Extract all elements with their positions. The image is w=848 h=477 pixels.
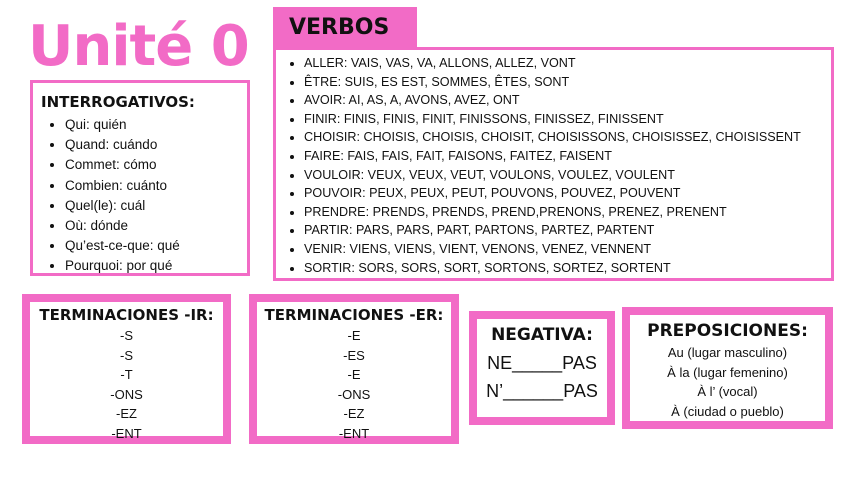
list-item: • Qui: quién <box>65 115 241 135</box>
list-item: -ONS <box>337 386 371 402</box>
list-item: -ES <box>343 347 365 363</box>
verbos-heading: VERBOS <box>273 7 417 49</box>
list-item: • POUVOIR: PEUX, PEUX, PEUT, POUVONS, POUVEZ, POUVENT <box>304 184 825 203</box>
list-item: • VENIR: VIENS, VIENS, VIENT, VENONS, VENEZ, VENNENT <box>304 240 825 259</box>
page-title: Unité 0 <box>28 14 249 79</box>
list-item: • Commet: cómo <box>65 155 241 175</box>
negativa-box <box>469 311 615 425</box>
list-item: -ENT <box>338 425 370 441</box>
list-item: NE_____PAS <box>487 353 597 373</box>
list-item: -EZ <box>116 406 137 421</box>
list-item: Au (lugar masculino) <box>667 345 788 360</box>
list-item: -E <box>347 328 361 343</box>
list-item: -T <box>120 367 133 382</box>
list-item: • FINIR: FINIS, FINIS, FINIT, FINISSONS, FINISSEZ, FINISSENT <box>304 110 825 129</box>
terminaciones-ir-box <box>22 294 231 444</box>
list-item: À (ciudad o pueblo) <box>671 403 784 419</box>
list-item: • Combien: cuánto <box>65 176 241 196</box>
list-item: N’______PAS <box>486 381 598 401</box>
list-item: • Quel(le): cuál <box>65 196 241 216</box>
list-item: • SORTIR: SORS, SORS, SORT, SORTONS, SORTEZ, SORTENT <box>304 259 825 278</box>
list-item: -EZ <box>343 406 365 421</box>
terminaciones-er-box <box>249 294 459 444</box>
verbos-list <box>282 54 825 277</box>
list-item: • ÊTRE: SUIS, ES EST, SOMMES, ÊTES, SONT <box>304 73 825 92</box>
list-item: -S <box>120 347 133 363</box>
list-item: • AVOIR: AI, AS, A, AVONS, AVEZ, ONT <box>304 91 825 110</box>
interrogativos-list <box>39 115 241 277</box>
list-item: -E <box>347 367 361 382</box>
terminaciones-ir-heading: TERMINACIONES -IR: <box>39 306 214 324</box>
list-item: • ALLER: VAIS, VAS, VA, ALLONS, ALLEZ, VONT <box>304 54 825 73</box>
terminaciones-er-heading: TERMINACIONES -ER: <box>264 306 444 324</box>
preposiciones-heading: PREPOSICIONES: <box>647 321 808 341</box>
preposiciones-box <box>622 307 833 429</box>
list-item: • Où: dónde <box>65 216 241 236</box>
list-item: • CHOISIR: CHOISIS, CHOISIS, CHOISIT, CHOISISSONS, CHOISISSEZ, CHOISISSENT <box>304 128 825 147</box>
interrogativos-box <box>30 80 250 276</box>
list-item: • Quand: cuándo <box>65 135 241 155</box>
negativa-heading: NEGATIVA: <box>491 325 593 345</box>
list-item: -ONS <box>110 386 143 402</box>
list-item: -S <box>120 328 133 343</box>
interrogativos-heading: INTERROGATIVOS: <box>41 93 195 111</box>
list-item: • FAIRE: FAIS, FAIS, FAIT, FAISONS, FAITEZ, FAISENT <box>304 147 825 166</box>
list-item: • Pourquoi: por qué <box>65 256 241 276</box>
list-item: À la (lugar femenino) <box>667 364 788 380</box>
verbos-box <box>273 47 834 281</box>
list-item: -ENT <box>111 425 142 441</box>
list-item: • Qu’est-ce-que: qué <box>65 236 241 256</box>
list-item: À l’ (vocal) <box>697 384 758 399</box>
list-item: • PARTIR: PARS, PARS, PART, PARTONS, PARTEZ, PARTENT <box>304 221 825 240</box>
list-item: • VOULOIR: VEUX, VEUX, VEUT, VOULONS, VOULEZ, VOULENT <box>304 166 825 185</box>
list-item: • PRENDRE: PRENDS, PRENDS, PREND,PRENONS, PRENEZ, PRENENT <box>304 203 825 222</box>
